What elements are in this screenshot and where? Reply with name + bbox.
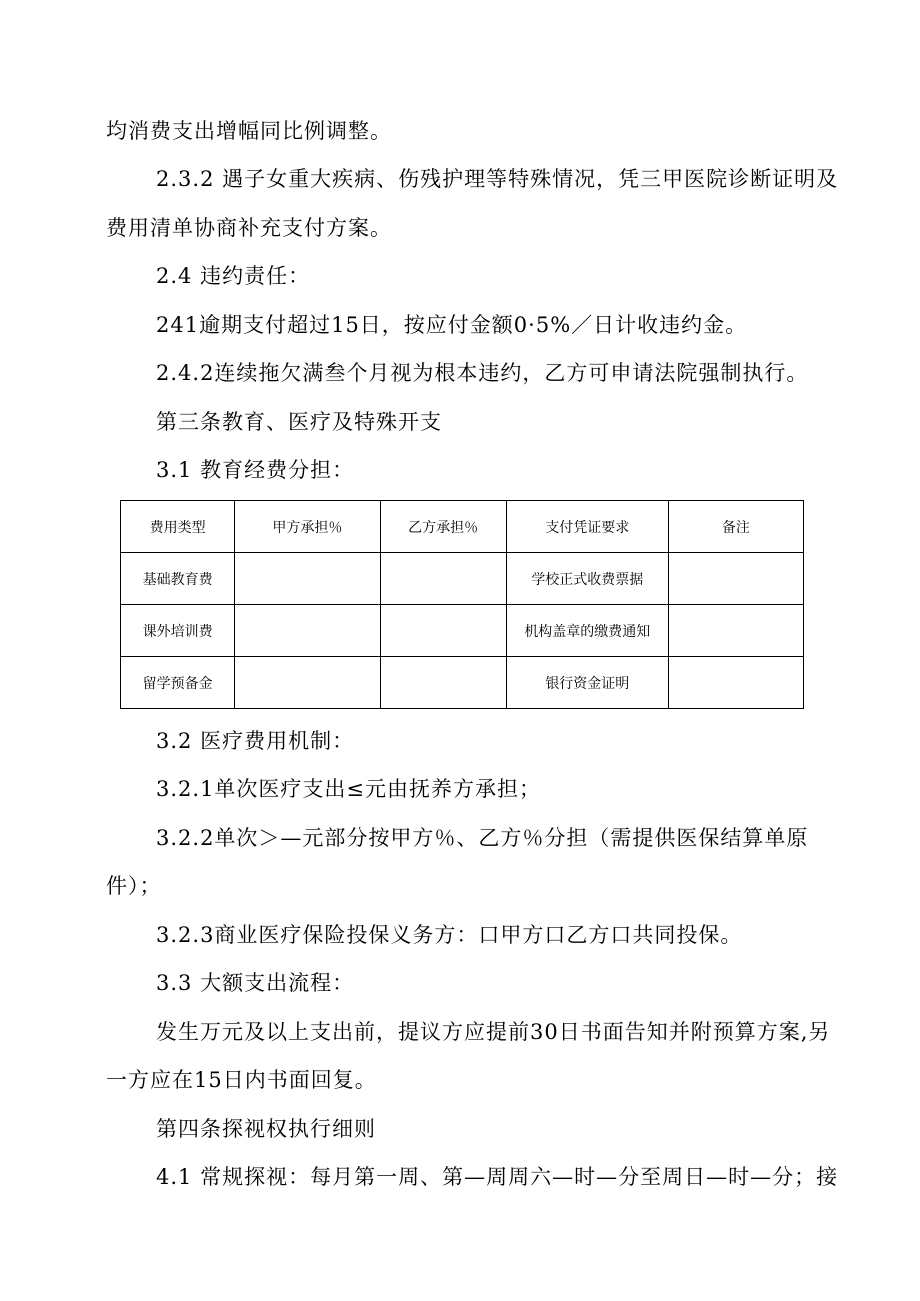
table-cell: [380, 657, 506, 709]
clause-3-2-2: 3.2.2单次＞—元部分按甲方％、乙方％分担（需提供医保结算单原: [156, 826, 809, 850]
article-3-heading: 第三条教育、医疗及特殊开支: [156, 410, 442, 434]
table-header-cell: 备注: [668, 501, 803, 553]
table-cell: [380, 605, 506, 657]
clause-3-2-3: 3.2.3商业医疗保险投保义务方：口甲方口乙方口共同投保。: [156, 923, 743, 947]
education-cost-table: [120, 500, 804, 709]
table-header-cell: 费用类型: [121, 501, 235, 553]
paragraph-continuation: 均消费支出增幅同比例调整。: [106, 119, 392, 143]
clause-2-3-2: 2.3.2 遇子女重大疾病、伤残护理等特殊情况，凭三甲医院诊断证明及: [156, 167, 839, 191]
clause-2-3-2-continuation: 费用清单协商补充支付方案。: [106, 216, 392, 240]
clause-2-4-heading: 2.4 违约责任：: [156, 264, 311, 288]
clause-3-3-heading: 3.3 大额支出流程：: [156, 971, 355, 995]
clause-3-2-1: 3.2.1单次医疗支出≤元由抚养方承担；: [156, 777, 542, 801]
table-header-cell: 乙方承担％: [380, 501, 506, 553]
table-cell: 学校正式收费票据: [506, 553, 668, 605]
article-4-heading: 第四条探视权执行细则: [156, 1117, 376, 1141]
table-cell: [235, 553, 380, 605]
table-cell: 基础教育费: [121, 553, 235, 605]
table-cell: [668, 657, 803, 709]
clause-2-4-1: 241逾期支付超过15日，按应付金额0·5%／日计收违约金。: [156, 313, 748, 337]
table-cell: 留学预备金: [121, 657, 235, 709]
table-cell: [380, 553, 506, 605]
table-row: [121, 605, 804, 657]
table-cell: [668, 605, 803, 657]
table-row: [121, 553, 804, 605]
clause-2-4-2: 2.4.2连续拖欠满叁个月视为根本违约，乙方可申请法院强制执行。: [156, 361, 809, 385]
table-cell: 银行资金证明: [506, 657, 668, 709]
clause-3-2-2-continuation: 件）；: [106, 874, 162, 898]
clause-3-3-body: 发生万元及以上支出前，提议方应提前30日书面告知并附预算方案,另: [156, 1020, 831, 1044]
table-cell: [668, 553, 803, 605]
table-cell: 课外培训费: [121, 605, 235, 657]
table-cell: [235, 605, 380, 657]
clause-4-1: 4.1 常规探视：每月第一周、第—周周六—时—分至周日—时—分；接: [156, 1165, 839, 1189]
table-header-cell: 支付凭证要求: [506, 501, 668, 553]
clause-3-3-body-continuation: 一方应在15日内书面回复。: [106, 1068, 377, 1092]
table-cell: [235, 657, 380, 709]
table-header-cell: 甲方承担％: [235, 501, 380, 553]
clause-3-2-heading: 3.2 医疗费用机制：: [156, 729, 355, 753]
table-row: [121, 657, 804, 709]
clause-3-1-heading: 3.1 教育经费分担：: [156, 458, 355, 482]
table-cell: 机构盖章的缴费通知: [506, 605, 668, 657]
table-header-row: [121, 501, 804, 553]
